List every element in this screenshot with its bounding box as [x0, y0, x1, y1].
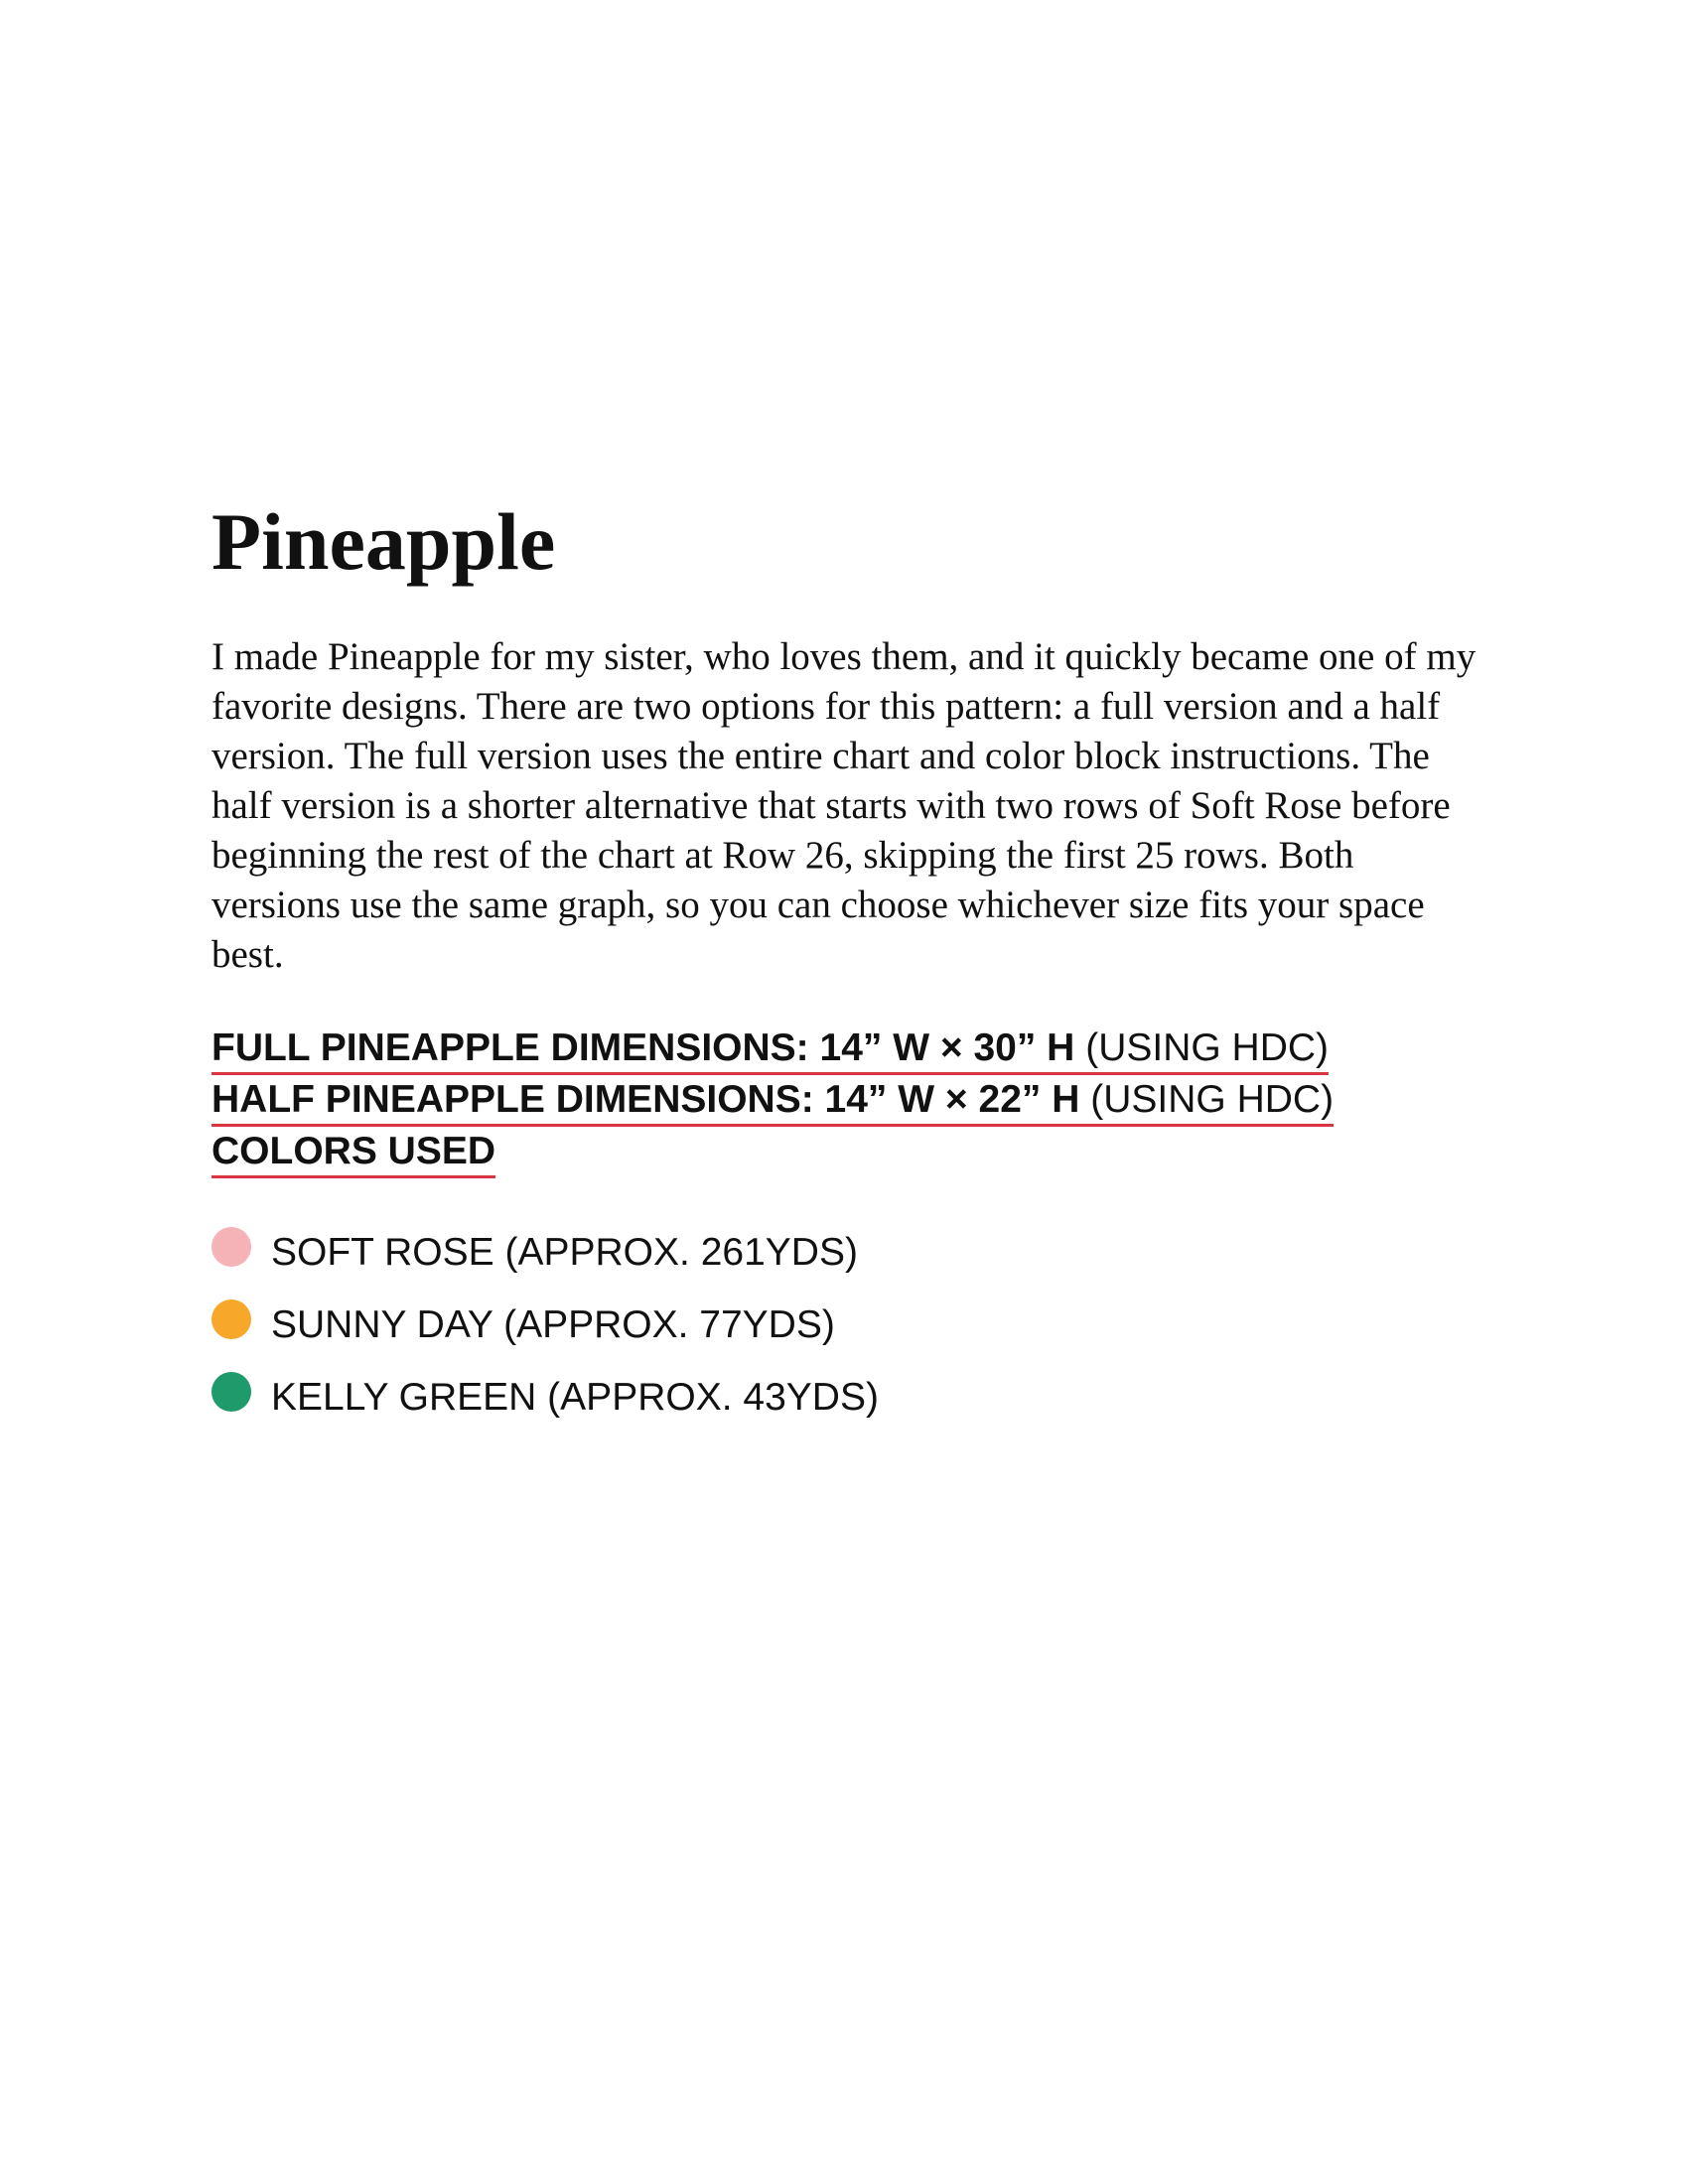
half-dimensions-underline — [211, 1078, 1334, 1127]
color-label: SOFT ROSE (APPROX. 261YDS) — [271, 1230, 858, 1274]
colors-list — [211, 1216, 1502, 1433]
intro-paragraph: I made Pineapple for my sister, who loves them, and it quickly became one of my favorite designs. There are two options for this pattern: a full version and a half version. The full version uses the entire chart and color block instructions. The half version is a shorter alternative that starts with two rows of Soft Rose before beginning the rest of the chart at Row 26, skipping the first 25 rows. Both versions use the same graph, so you can choose whichever size fits your space best. — [211, 635, 1477, 976]
colors-heading: COLORS USED — [211, 1130, 496, 1172]
page-title: Pineapple — [211, 496, 556, 587]
full-dimensions-note: (USING HDC) — [1085, 1026, 1330, 1069]
half-dimensions-note: (USING HDC) — [1090, 1078, 1335, 1121]
page-content — [211, 496, 1502, 1433]
colors-heading-line — [211, 1127, 495, 1178]
color-label: KELLY GREEN (APPROX. 43YDS) — [271, 1375, 879, 1419]
half-dimensions-label: HALF PINEAPPLE DIMENSIONS: 14” W × 22” H — [211, 1078, 1080, 1121]
full-dimensions-underline — [211, 1026, 1329, 1075]
colors-heading-underline — [211, 1130, 495, 1178]
full-dimensions-label: FULL PINEAPPLE DIMENSIONS: 14” W × 30” H — [211, 1026, 1075, 1069]
full-dimensions-line — [211, 1024, 1329, 1075]
specs-block — [211, 1024, 1502, 1178]
color-item-sunny-day — [211, 1289, 1502, 1361]
half-dimensions-line — [211, 1075, 1334, 1127]
color-swatch-icon — [211, 1227, 251, 1267]
color-item-soft-rose — [211, 1216, 1502, 1289]
color-item-kelly-green — [211, 1361, 1502, 1433]
color-swatch-icon — [211, 1372, 251, 1412]
color-swatch-icon — [211, 1299, 251, 1339]
color-label: SUNNY DAY (APPROX. 77YDS) — [271, 1302, 835, 1346]
